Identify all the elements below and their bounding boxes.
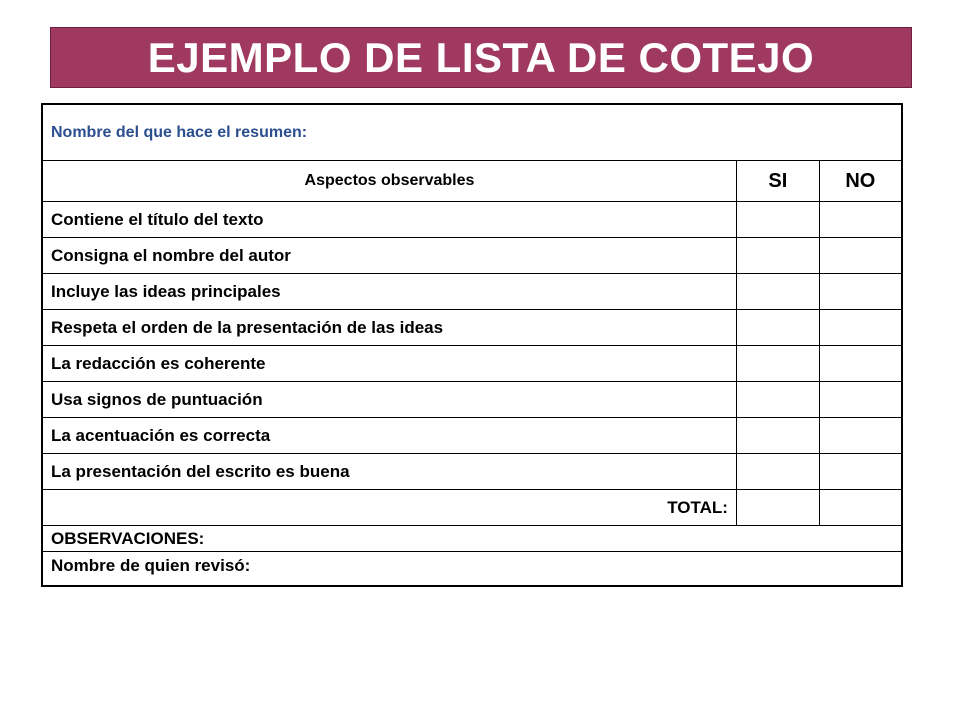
item-label: Consigna el nombre del autor	[43, 238, 736, 274]
no-header: NO	[819, 161, 901, 202]
title-banner	[50, 27, 912, 88]
yes-cell[interactable]	[736, 382, 819, 418]
header-row	[43, 161, 901, 202]
item-label: Usa signos de puntuación	[43, 382, 736, 418]
yes-cell[interactable]	[736, 238, 819, 274]
no-cell[interactable]	[819, 310, 901, 346]
checklist-table	[43, 105, 901, 580]
aspects-header: Aspectos observables	[43, 161, 736, 202]
no-cell[interactable]	[819, 202, 901, 238]
item-label: Incluye las ideas principales	[43, 274, 736, 310]
yes-cell[interactable]	[736, 346, 819, 382]
table-row	[43, 310, 901, 346]
no-cell[interactable]	[819, 274, 901, 310]
table-row	[43, 274, 901, 310]
yes-header: SI	[736, 161, 819, 202]
observations-label[interactable]: OBSERVACIONES:	[43, 526, 901, 552]
yes-cell[interactable]	[736, 310, 819, 346]
item-label: Contiene el título del texto	[43, 202, 736, 238]
table-row	[43, 382, 901, 418]
yes-cell[interactable]	[736, 454, 819, 490]
no-cell[interactable]	[819, 382, 901, 418]
item-label: La presentación del escrito es buena	[43, 454, 736, 490]
no-cell[interactable]	[819, 238, 901, 274]
total-yes-cell[interactable]	[736, 490, 819, 526]
table-row	[43, 238, 901, 274]
checklist-sheet	[41, 103, 903, 587]
yes-cell[interactable]	[736, 418, 819, 454]
no-cell[interactable]	[819, 418, 901, 454]
name-row	[43, 105, 901, 161]
table-row	[43, 454, 901, 490]
no-cell[interactable]	[819, 346, 901, 382]
reviewer-row	[43, 552, 901, 581]
total-label: TOTAL:	[43, 490, 736, 526]
table-row	[43, 346, 901, 382]
yes-cell[interactable]	[736, 274, 819, 310]
item-label: Respeta el orden de la presentación de las ideas	[43, 310, 736, 346]
item-label: La acentuación es correcta	[43, 418, 736, 454]
item-label: La redacción es coherente	[43, 346, 736, 382]
reviewer-label[interactable]: Nombre de quien revisó:	[43, 552, 901, 581]
no-cell[interactable]	[819, 454, 901, 490]
table-row	[43, 202, 901, 238]
observations-row	[43, 526, 901, 552]
page-title: EJEMPLO DE LISTA DE COTEJO	[147, 33, 815, 81]
table-row	[43, 418, 901, 454]
total-no-cell[interactable]	[819, 490, 901, 526]
name-label[interactable]: Nombre del que hace el resumen:	[43, 105, 901, 161]
yes-cell[interactable]	[736, 202, 819, 238]
total-row	[43, 490, 901, 526]
